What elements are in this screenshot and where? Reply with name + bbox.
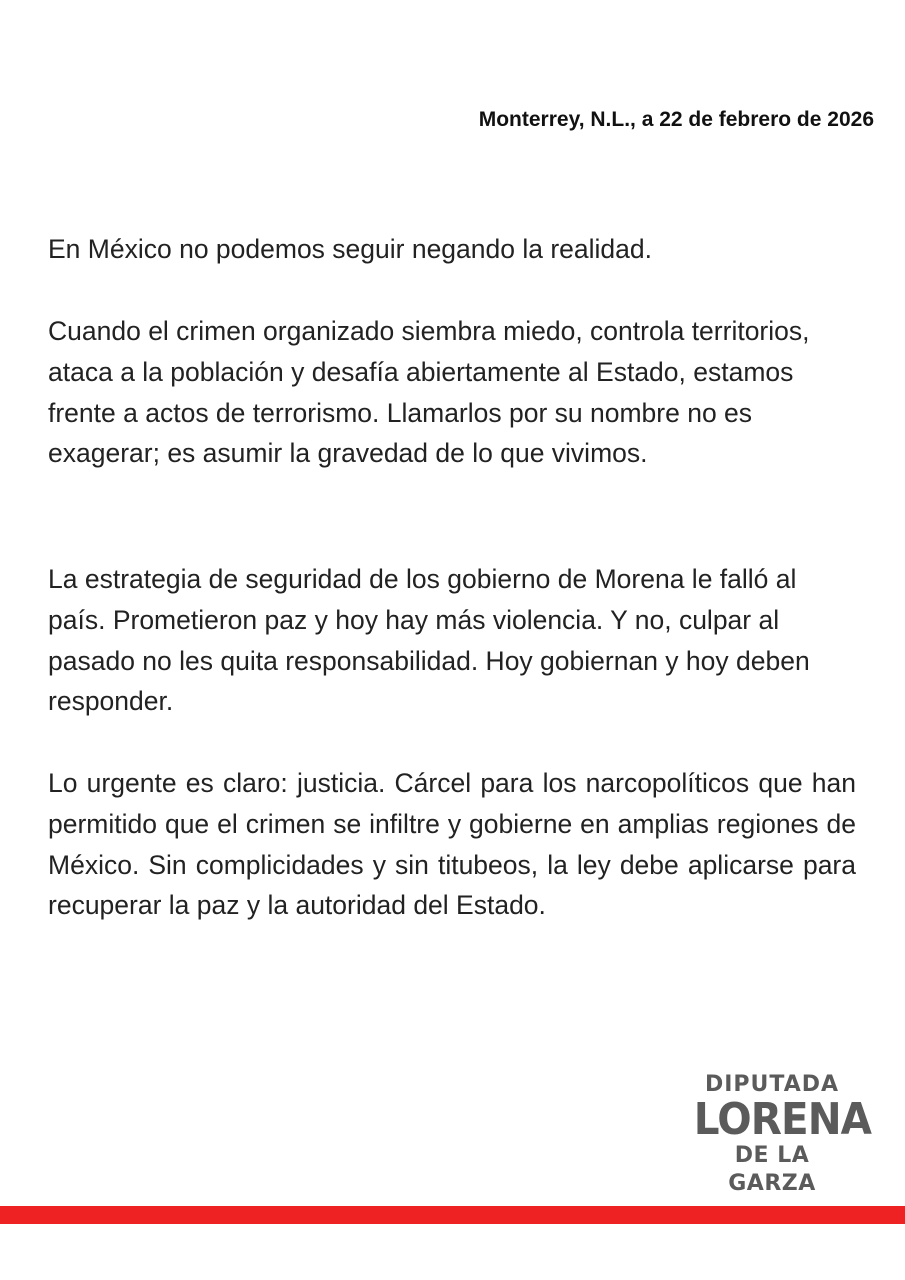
footer-accent-bar bbox=[0, 1206, 905, 1224]
paragraph-justice: Lo urgente es claro: justicia. Cárcel para los narcopolíticos que han permitido que el crimen se infiltre y gobierne en amplias regiones de México. Sin complicidades y sin titubeos, la ley debe aplicarse para recuperar la paz y la autoridad del Estado. bbox=[48, 768, 856, 921]
signature-last-name: DE LA GARZA bbox=[728, 1143, 816, 1196]
paragraph-strategy: La estrategia de seguridad de los gobierno de Morena le falló al país. Prometieron paz y hoy hay más violencia. Y no, culpar al pasado no les quita responsabilidad. Hoy gobiernan y hoy deben responder. bbox=[48, 564, 810, 717]
paragraph-terrorism: Cuando el crimen organizado siembra miedo, controla territorios, ataca a la población y desafía abiertamente al Estado, estamos frente a actos de terrorismo. Llamarlos por su nombre no es exagerar; es asumir la gravedad de lo que vivimos. bbox=[48, 316, 810, 469]
document-dateline: Monterrey, N.L., a 22 de febrero de 2026 bbox=[478, 108, 874, 131]
signature-title: DIPUTADA bbox=[704, 1072, 840, 1097]
signature-first-name: LORENA bbox=[693, 1094, 872, 1145]
paragraph-intro: En México no podemos seguir negando la realidad. bbox=[48, 234, 653, 264]
signature-logo bbox=[687, 1072, 872, 1198]
